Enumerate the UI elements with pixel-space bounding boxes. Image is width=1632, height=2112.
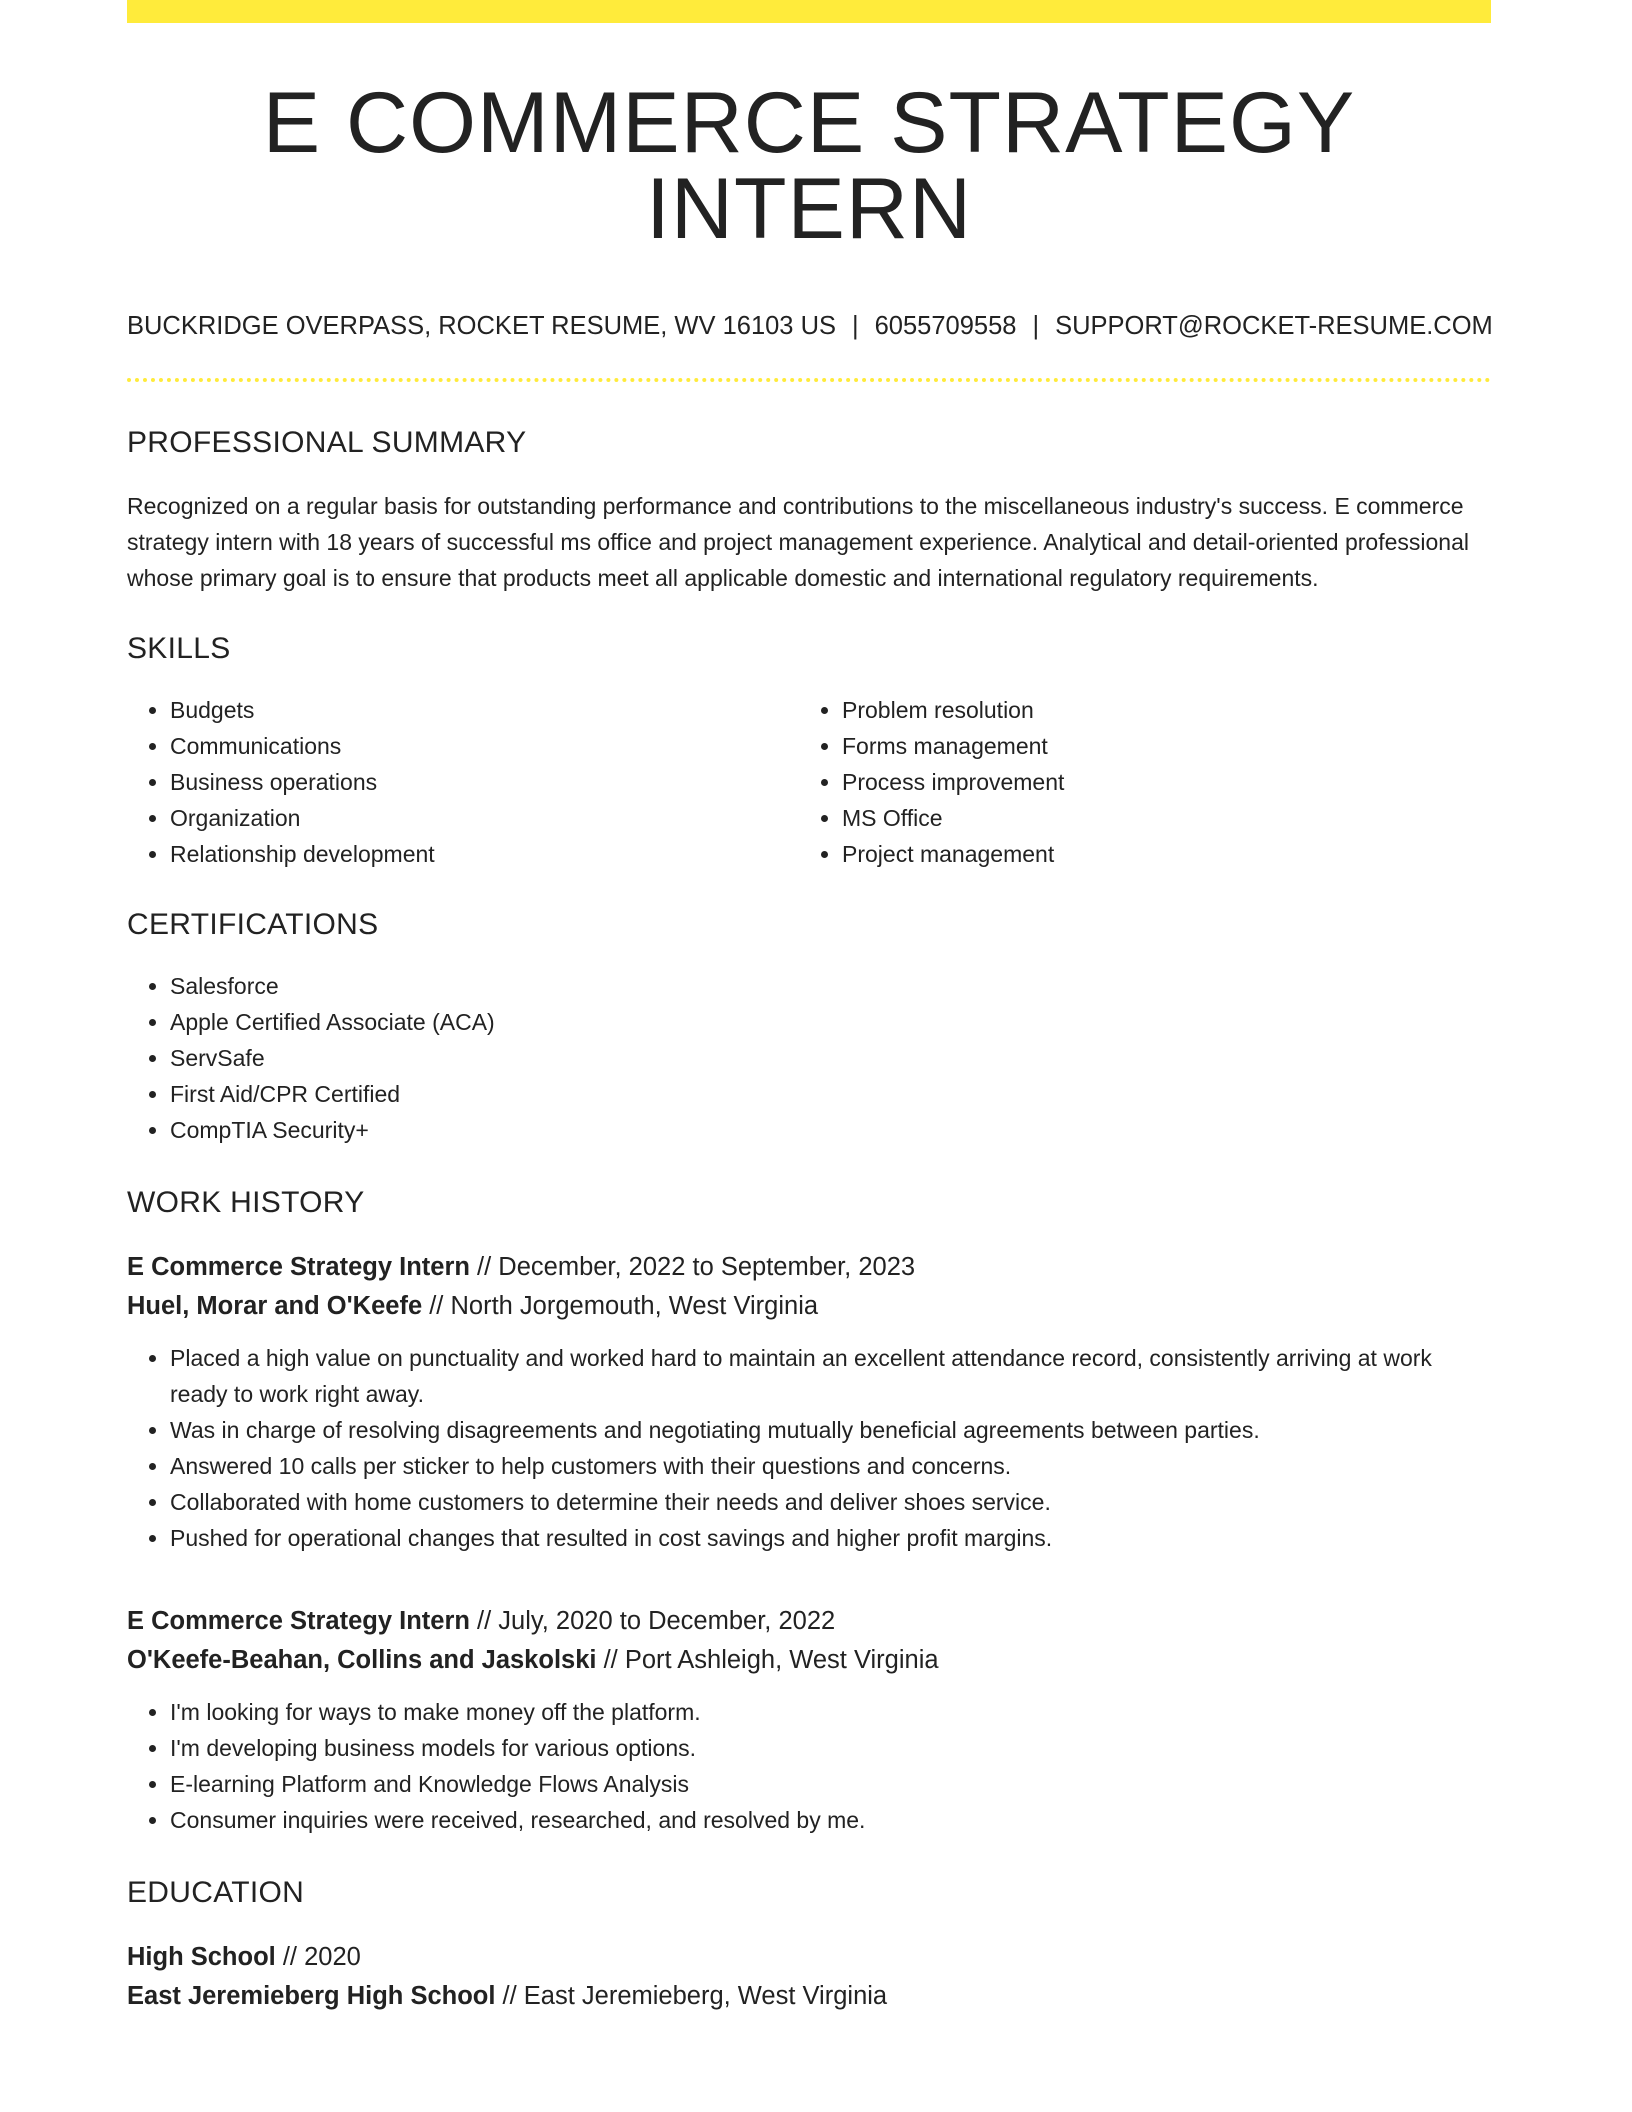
job-bullet: • Answered 10 calls per sticker to help customers with their questions and concerns.	[170, 1448, 1491, 1484]
job-role-line	[127, 1248, 1491, 1287]
job-company: O'Keefe-Beahan, Collins and Jaskolski	[127, 1645, 597, 1674]
contact-line	[127, 314, 1491, 340]
contact-email[interactable]: SUPPORT@ROCKET-RESUME.COM	[1055, 312, 1493, 340]
certifications-heading: CERTIFICATIONS	[127, 907, 379, 941]
certification-item: • First Aid/CPR Certified	[170, 1076, 1491, 1112]
education-entry	[127, 1938, 1491, 2016]
job-bullet: • I'm looking for ways to make money off the platform.	[170, 1694, 1491, 1730]
skill-item: • MS Office	[842, 800, 1471, 836]
job-location: // North Jorgemouth, West Virginia	[422, 1291, 819, 1320]
certification-item: • CompTIA Security+	[170, 1112, 1491, 1148]
certifications-list	[127, 968, 1491, 1148]
certification-item: • ServSafe	[170, 1040, 1491, 1076]
certification-item: • Apple Certified Associate (ACA)	[170, 1004, 1491, 1040]
job-dates: // December, 2022 to September, 2023	[469, 1252, 916, 1281]
education-year: // 2020	[275, 1942, 361, 1971]
skills-column-right	[799, 692, 1471, 872]
job-role: E Commerce Strategy Intern	[127, 1252, 470, 1281]
job-company: Huel, Morar and O'Keefe	[127, 1291, 423, 1320]
job-bullet: • Collaborated with home customers to determine their needs and deliver shoes service.	[170, 1484, 1491, 1520]
contact-separator: |	[1032, 312, 1040, 340]
education-degree: High School	[127, 1942, 276, 1971]
job-dates: // July, 2020 to December, 2022	[469, 1606, 836, 1635]
resume-page	[127, 0, 1491, 2016]
skill-item: • Budgets	[170, 692, 799, 728]
skill-item: • Process improvement	[842, 764, 1471, 800]
job-bullet: • Placed a high value on punctuality and worked hard to maintain an excellent attendance record, consistently arriving at work ready to work right away.	[170, 1340, 1491, 1412]
job-company-line	[127, 1287, 1491, 1326]
skill-item: • Communications	[170, 728, 799, 764]
skills-list	[127, 692, 1491, 872]
contact-address: BUCKRIDGE OVERPASS, ROCKET RESUME, WV 16103 US	[127, 312, 836, 340]
job-bullet: • I'm developing business models for various options.	[170, 1730, 1491, 1766]
candidate-name: E COMMERCE STRATEGY INTERN	[262, 75, 1356, 257]
header-divider	[127, 378, 1491, 382]
skill-item: • Forms management	[842, 728, 1471, 764]
skills-column-left	[127, 692, 799, 872]
education-school: East Jeremieberg High School	[127, 1981, 496, 2010]
job-entry	[127, 1248, 1491, 1556]
skills-heading: SKILLS	[127, 631, 231, 665]
skill-item: • Project management	[842, 836, 1471, 872]
education-heading: EDUCATION	[127, 1875, 305, 1909]
education-location: // East Jeremieberg, West Virginia	[495, 1981, 888, 2010]
job-role: E Commerce Strategy Intern	[127, 1606, 470, 1635]
contact-separator: |	[852, 312, 859, 340]
education-school-line	[127, 1977, 1491, 2016]
contact-phone: 6055709558	[874, 312, 1017, 340]
job-bullet: • Pushed for operational changes that resulted in cost savings and higher profit margins.	[170, 1520, 1491, 1556]
job-entry	[127, 1602, 1491, 1838]
job-bullet: • Was in charge of resolving disagreements and negotiating mutually beneficial agreements between parties.	[170, 1412, 1491, 1448]
summary-text: Recognized on a regular basis for outstanding performance and contributions to the miscellaneous industry's success. E commerce strategy intern with 18 years of successful ms office and project management experience. Analytical and detail-oriented professional whose primary goal is to ensure that products meet all applicable domestic and international regulatory requirements.	[127, 492, 1469, 591]
job-role-line	[127, 1602, 1491, 1641]
job-bullet: • E-learning Platform and Knowledge Flows Analysis	[170, 1766, 1491, 1802]
job-location: // Port Ashleigh, West Virginia	[596, 1645, 939, 1674]
skill-item: • Organization	[170, 800, 799, 836]
accent-bar	[127, 0, 1491, 23]
skill-item: • Business operations	[170, 764, 799, 800]
skill-item: • Relationship development	[170, 836, 799, 872]
job-bullets	[127, 1694, 1491, 1838]
certification-item: • Salesforce	[170, 968, 1491, 1004]
skill-item: • Problem resolution	[842, 692, 1471, 728]
job-company-line	[127, 1641, 1491, 1680]
job-bullets	[127, 1340, 1491, 1556]
education-degree-line	[127, 1938, 1491, 1977]
job-bullet: • Consumer inquiries were received, researched, and resolved by me.	[170, 1802, 1491, 1838]
summary-heading: PROFESSIONAL SUMMARY	[127, 425, 527, 459]
work-history-heading: WORK HISTORY	[127, 1185, 365, 1219]
